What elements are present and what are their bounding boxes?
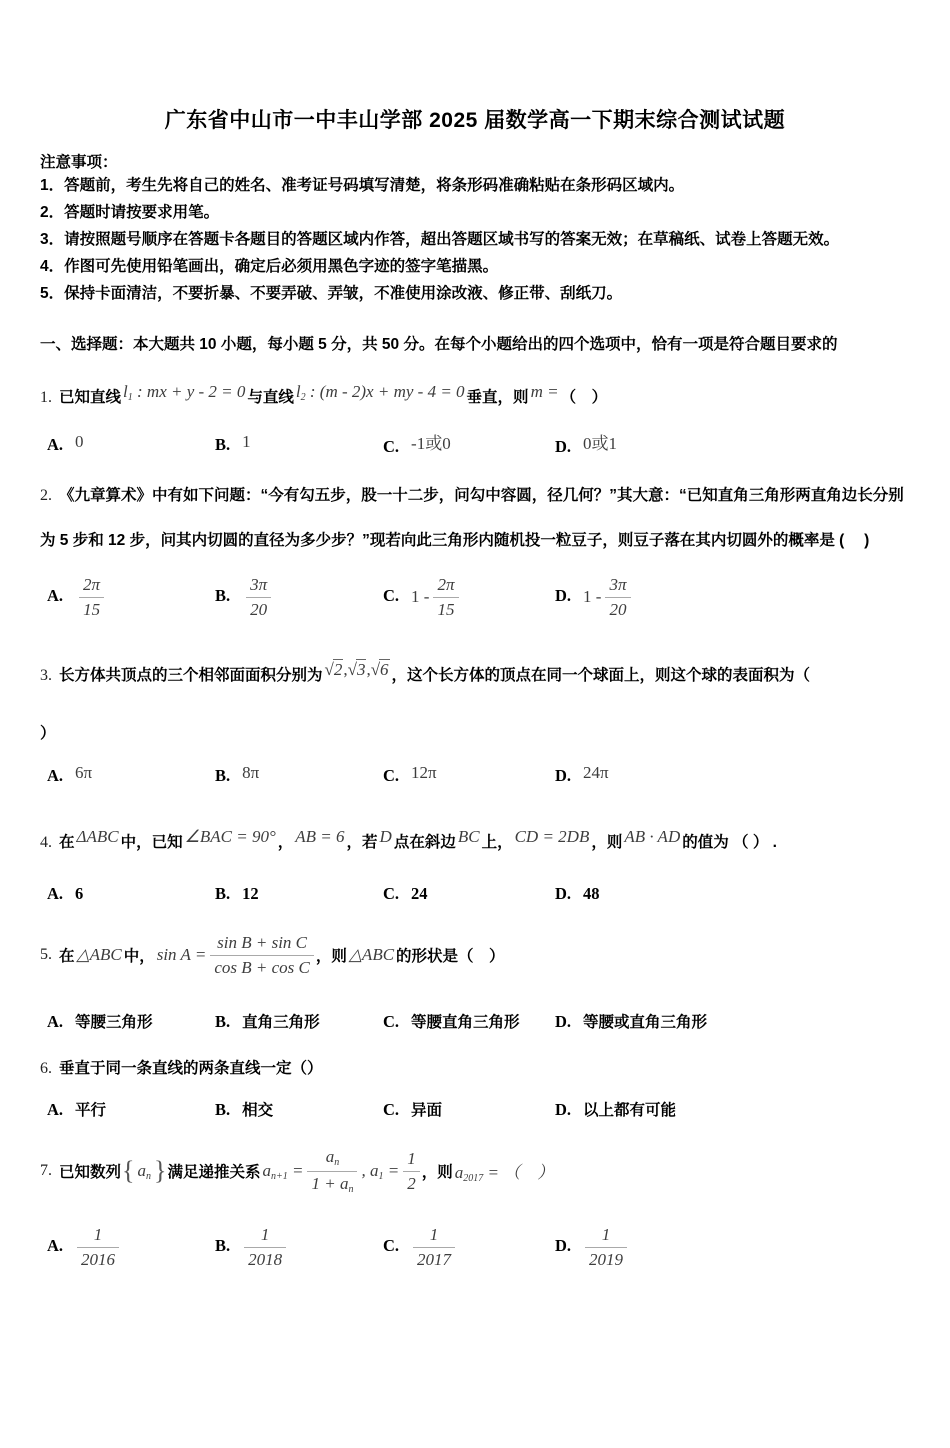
fraction-numerator: sin B + sin C <box>217 933 308 953</box>
stem-text: ，这个长方体的顶点在同一个球面上，则这个球的表面积为（ <box>391 667 811 684</box>
option-label: A. <box>47 1012 64 1031</box>
triangle-abc: △ABC <box>348 945 395 964</box>
target-term <box>453 1158 556 1184</box>
right-brace: } <box>154 1156 167 1185</box>
option-label: D. <box>555 766 572 785</box>
question-5-option-c <box>383 1010 555 1032</box>
point-d: D <box>379 827 392 846</box>
question-3-options <box>40 763 910 786</box>
notice-item-1: 1．答题前，考生先将自己的姓名、准考证号码填写清楚，将条形码准确粘贴在条形码区域内。 <box>40 177 685 194</box>
radicand: 2 <box>333 660 343 679</box>
fraction-numerator <box>307 1146 357 1171</box>
question-4-options <box>40 884 910 904</box>
option-value: -1或0 <box>411 434 451 453</box>
question-4-stem <box>40 820 910 860</box>
triangle-abc: ΔABC <box>76 827 119 846</box>
initial-term <box>359 1161 401 1182</box>
option-value: 24 <box>411 884 428 903</box>
question-6-stem <box>40 1052 910 1086</box>
option-value: 0 <box>75 431 84 451</box>
radical-sign: √ <box>370 660 381 679</box>
notice-item-4: 4．作图可先使用铅笔画出，确定后必须用黑色字迹的签字笔描黑。 <box>40 258 499 275</box>
question-3-option-d <box>555 763 910 786</box>
left-brace: { <box>122 1156 135 1185</box>
question-2-option-a <box>47 574 215 620</box>
fraction-numerator: 1 <box>601 1225 611 1245</box>
stem-text: 满足递推关系 <box>167 1164 261 1181</box>
question-3-stem <box>40 653 910 693</box>
math-part: a <box>369 1160 379 1180</box>
option-value: 12 <box>242 884 259 903</box>
question-1-option-c <box>383 429 555 457</box>
question-2-options <box>40 569 910 625</box>
question-7-option-d <box>555 1224 910 1270</box>
question-1-option-d <box>555 429 910 457</box>
initial-fraction <box>401 1148 422 1194</box>
option-value: 0或1 <box>583 434 618 453</box>
option-value: 平行 <box>75 1102 107 1119</box>
option-label: C. <box>383 437 400 456</box>
question-1 <box>40 375 910 457</box>
stem-text: 垂直于同一条直线的两条直线一定（） <box>59 1060 323 1077</box>
option-value: 48 <box>583 884 600 903</box>
notice-section <box>40 150 910 307</box>
question-3-stem-line2 <box>40 717 910 751</box>
math-part: a <box>454 1163 464 1182</box>
option-label: D. <box>555 586 572 606</box>
notice-heading: 注意事项： <box>40 154 118 171</box>
radical-sign: √ <box>324 660 334 679</box>
option-fraction <box>77 574 106 620</box>
math-subscript: 1 <box>378 1170 384 1182</box>
ab-equals: AB = 6 <box>295 827 345 846</box>
question-5 <box>40 926 910 1032</box>
radicand: 3 <box>356 660 366 679</box>
question-7-number: 7. <box>40 1162 52 1179</box>
option-label: A. <box>47 884 64 903</box>
option-label: D. <box>555 1012 572 1031</box>
option-value: 等腰直角三角形 <box>411 1014 520 1031</box>
question-2-option-c <box>383 574 555 620</box>
option-value: 直角三角形 <box>242 1014 320 1031</box>
math-subscript: 2017 <box>463 1173 484 1184</box>
question-7-options <box>40 1218 910 1276</box>
notice-item-5: 5．保持卡面清洁，不要折暴、不要弄破、弄皱，不准使用涂改液、修正带、刮纸刀。 <box>40 285 623 302</box>
exam-title: 广东省中山市一中丰山学部 2025 届数学高一下期末综合测试试题 <box>164 109 786 132</box>
question-7-option-b <box>215 1224 383 1270</box>
fraction-denominator: 2019 <box>585 1247 627 1270</box>
question-6 <box>40 1052 910 1120</box>
question-5-number: 5. <box>40 946 52 963</box>
math-part: l <box>123 382 128 401</box>
fraction-denominator: 20 <box>605 597 630 620</box>
stem-text: 点在斜边 <box>393 834 456 851</box>
question-6-options <box>40 1098 910 1120</box>
fraction-numerator: 2π <box>437 575 455 595</box>
option-label: B. <box>215 434 231 454</box>
dot-product: AB · AD <box>624 827 681 846</box>
fraction-denominator: 2 <box>403 1171 420 1194</box>
radical-sign: √ <box>347 660 357 679</box>
math-subscript: n <box>334 1157 340 1168</box>
fraction-numerator: 1 <box>93 1225 103 1245</box>
stem-text: 垂直，则 <box>466 389 529 406</box>
separator: , <box>361 1160 370 1180</box>
stem-text: ，则 <box>421 1164 453 1181</box>
fraction-denominator: 15 <box>433 597 458 620</box>
question-6-option-c <box>383 1098 555 1120</box>
math-subscript: n+1 <box>271 1170 288 1182</box>
stem-text: 上， <box>481 834 513 851</box>
question-1-options <box>40 429 910 457</box>
section-heading: 一、选择题：本大题共 10 小题，每小题 5 分，共 50 分。在每个小题给出的四个选项中，恰有一项是符合题目要求的 <box>40 336 838 353</box>
option-value: 6π <box>75 763 93 782</box>
question-1-option-a <box>47 432 215 455</box>
recurrence-lhs <box>261 1161 306 1182</box>
fraction-denominator: 2016 <box>77 1247 119 1270</box>
fraction-denominator: 20 <box>246 597 271 620</box>
notice-item-2: 2．答题时请按要求用笔。 <box>40 204 220 221</box>
stem-text: 中，已知 <box>120 834 183 851</box>
question-3-number: 3. <box>40 667 52 684</box>
stem-text: ， <box>277 834 294 851</box>
option-fraction <box>242 1224 288 1270</box>
option-label: B. <box>215 884 231 903</box>
fraction-denominator: 15 <box>79 597 104 620</box>
stem-text: 与直线 <box>247 389 294 406</box>
question-4-option-c <box>383 884 555 904</box>
math-part: a <box>137 1160 146 1180</box>
stem-text: ，则 <box>315 948 347 965</box>
fraction-denominator: 2017 <box>413 1247 455 1270</box>
option-fraction <box>411 1224 457 1270</box>
answer-blank: 的形状是（ ） <box>396 948 505 965</box>
question-3 <box>40 653 910 786</box>
recurrence-fraction <box>305 1146 359 1196</box>
stem-text: ，若 <box>346 834 378 851</box>
line2-formula <box>294 382 467 401</box>
question-4-option-d <box>555 884 910 904</box>
math-subscript: n <box>348 1183 354 1195</box>
radicand: 6 <box>380 660 389 679</box>
question-2-stem <box>40 473 910 563</box>
option-value: 24π <box>583 763 609 782</box>
option-value: 等腰三角形 <box>75 1014 153 1031</box>
option-value: 12π <box>411 763 437 782</box>
stem-text: 《九章算术》中有如下问题：“今有勾五步，股一十二步，问勾中容圆，径几何？”其大意：“已知直角三角形两直角边长分别为 5 步和 12 步，问其内切圆的直径为多少步？”现若向此三角形内随机投一粒豆子，则豆子落在其内切圆外的概率是 ( ) <box>40 487 904 549</box>
main-fraction <box>208 932 316 978</box>
stem-text: 在 <box>59 834 75 851</box>
stem-text: 的值为 （ ） . <box>682 834 777 851</box>
option-label: D. <box>555 1100 572 1119</box>
option-value: 以上都有可能 <box>583 1102 677 1119</box>
question-6-option-a <box>47 1098 215 1120</box>
fraction-denominator <box>307 1171 357 1197</box>
cd-equals: CD = 2DB <box>514 827 590 846</box>
option-value: 相交 <box>242 1102 274 1119</box>
option-label: A. <box>47 1236 64 1256</box>
exam-page <box>0 104 950 1276</box>
stem-text: 已知直线 <box>59 389 122 406</box>
question-2-option-d <box>555 574 910 620</box>
m-equals: m = <box>530 382 559 401</box>
math-part: a <box>325 1147 335 1166</box>
fraction-numerator: 1 <box>260 1225 270 1245</box>
option-value: 8π <box>242 763 260 782</box>
option-fraction <box>75 1224 121 1270</box>
question-6-option-d <box>555 1098 910 1120</box>
option-prefix: 1 - <box>411 587 430 606</box>
option-label: C. <box>383 766 400 785</box>
option-label: B. <box>215 766 231 785</box>
question-4-number: 4. <box>40 834 52 851</box>
answer-blank: （ ） <box>560 389 608 406</box>
sequence-term <box>136 1161 154 1182</box>
question-3-option-b <box>215 763 383 786</box>
option-label: D. <box>555 1236 572 1256</box>
question-5-stem <box>40 926 910 984</box>
fraction-numerator: 2π <box>83 575 101 595</box>
option-label: D. <box>555 884 572 903</box>
math-part: : mx + y - 2 = 0 <box>132 382 246 401</box>
angle-bac: ∠BAC = 90° <box>184 827 276 846</box>
question-4-option-b <box>215 884 383 904</box>
question-5-options <box>40 1010 910 1032</box>
option-label: C. <box>383 884 400 903</box>
side-bc: BC <box>457 827 480 846</box>
equals-sign: = <box>292 1160 304 1180</box>
option-label: B. <box>215 1012 231 1031</box>
question-1-number: 1. <box>40 389 52 406</box>
option-value: 1 <box>242 431 251 451</box>
option-label: A. <box>47 586 64 606</box>
triangle-abc: △ABC <box>76 945 122 964</box>
question-2-number: 2. <box>40 487 52 504</box>
question-3-option-a <box>47 763 215 786</box>
question-4-option-a <box>47 884 215 904</box>
option-fraction <box>583 1224 629 1270</box>
question-5-option-b <box>215 1010 383 1032</box>
question-6-option-b <box>215 1098 383 1120</box>
question-2-option-b <box>215 574 383 620</box>
fraction-numerator: 1 <box>407 1149 416 1169</box>
question-7-option-a <box>47 1224 215 1270</box>
fraction-denominator: 2018 <box>244 1247 286 1270</box>
answer-blank: = （ ） <box>487 1163 555 1182</box>
question-2 <box>40 473 910 625</box>
fraction-numerator: 3π <box>609 575 627 595</box>
math-part: a <box>262 1160 271 1180</box>
option-label: B. <box>215 586 231 606</box>
question-4 <box>40 820 910 904</box>
option-label: B. <box>215 1236 231 1256</box>
separator: , <box>366 660 371 679</box>
equals-sign: = <box>387 1160 400 1180</box>
notice-item-3: 3．请按照题号顺序在答题卡各题目的答题区域内作答，超出答题区域书写的答案无效；在草稿纸、试卷上答题无效。 <box>40 231 840 248</box>
fraction-numerator: 1 <box>429 1225 439 1245</box>
option-label: C. <box>383 586 400 606</box>
option-label: A. <box>47 434 64 454</box>
question-5-option-d <box>555 1010 910 1032</box>
question-6-number: 6. <box>40 1060 52 1077</box>
math-subscript: 2 <box>300 392 306 403</box>
sqrt-expression <box>323 660 392 679</box>
option-label: C. <box>383 1012 400 1031</box>
option-label: B. <box>215 1100 231 1119</box>
separator: , <box>343 660 348 679</box>
stem-text: 长方体共顶点的三个相邻面面积分别为 <box>59 667 323 684</box>
math-subscript: 1 <box>127 392 133 403</box>
closing-paren: ） <box>40 725 56 742</box>
option-fraction <box>603 574 632 620</box>
question-5-option-a <box>47 1010 215 1032</box>
question-7-option-c <box>383 1224 555 1270</box>
option-label: A. <box>47 1100 64 1119</box>
math-part: : (m - 2)x + my - 4 = 0 <box>305 382 465 401</box>
question-7-stem <box>40 1140 910 1202</box>
question-1-stem <box>40 375 910 415</box>
stem-text: 已知数列 <box>59 1164 122 1181</box>
option-value: 等腰或直角三角形 <box>583 1014 708 1031</box>
option-label: D. <box>555 437 572 456</box>
fraction-denominator: cos B + cos C <box>210 955 314 978</box>
option-label: C. <box>383 1100 400 1119</box>
sin-a-equals: sin A = <box>156 945 207 964</box>
question-1-option-b <box>215 432 383 455</box>
option-fraction <box>244 574 273 620</box>
math-subscript: n <box>146 1170 151 1182</box>
option-label: A. <box>47 766 64 785</box>
stem-text: ，则 <box>591 834 623 851</box>
option-value: 6 <box>75 884 84 903</box>
option-fraction <box>431 574 460 620</box>
question-3-option-c <box>383 763 555 786</box>
stem-text: 中， <box>123 948 155 965</box>
question-7 <box>40 1140 910 1276</box>
line1-formula <box>121 382 247 401</box>
option-prefix: 1 - <box>583 587 602 606</box>
math-part: 1 + a <box>311 1173 349 1193</box>
math-part: l <box>295 382 301 401</box>
option-label: C. <box>383 1236 400 1256</box>
stem-text: 在 <box>59 948 75 965</box>
option-value: 异面 <box>411 1102 443 1119</box>
fraction-numerator: 3π <box>250 575 268 595</box>
